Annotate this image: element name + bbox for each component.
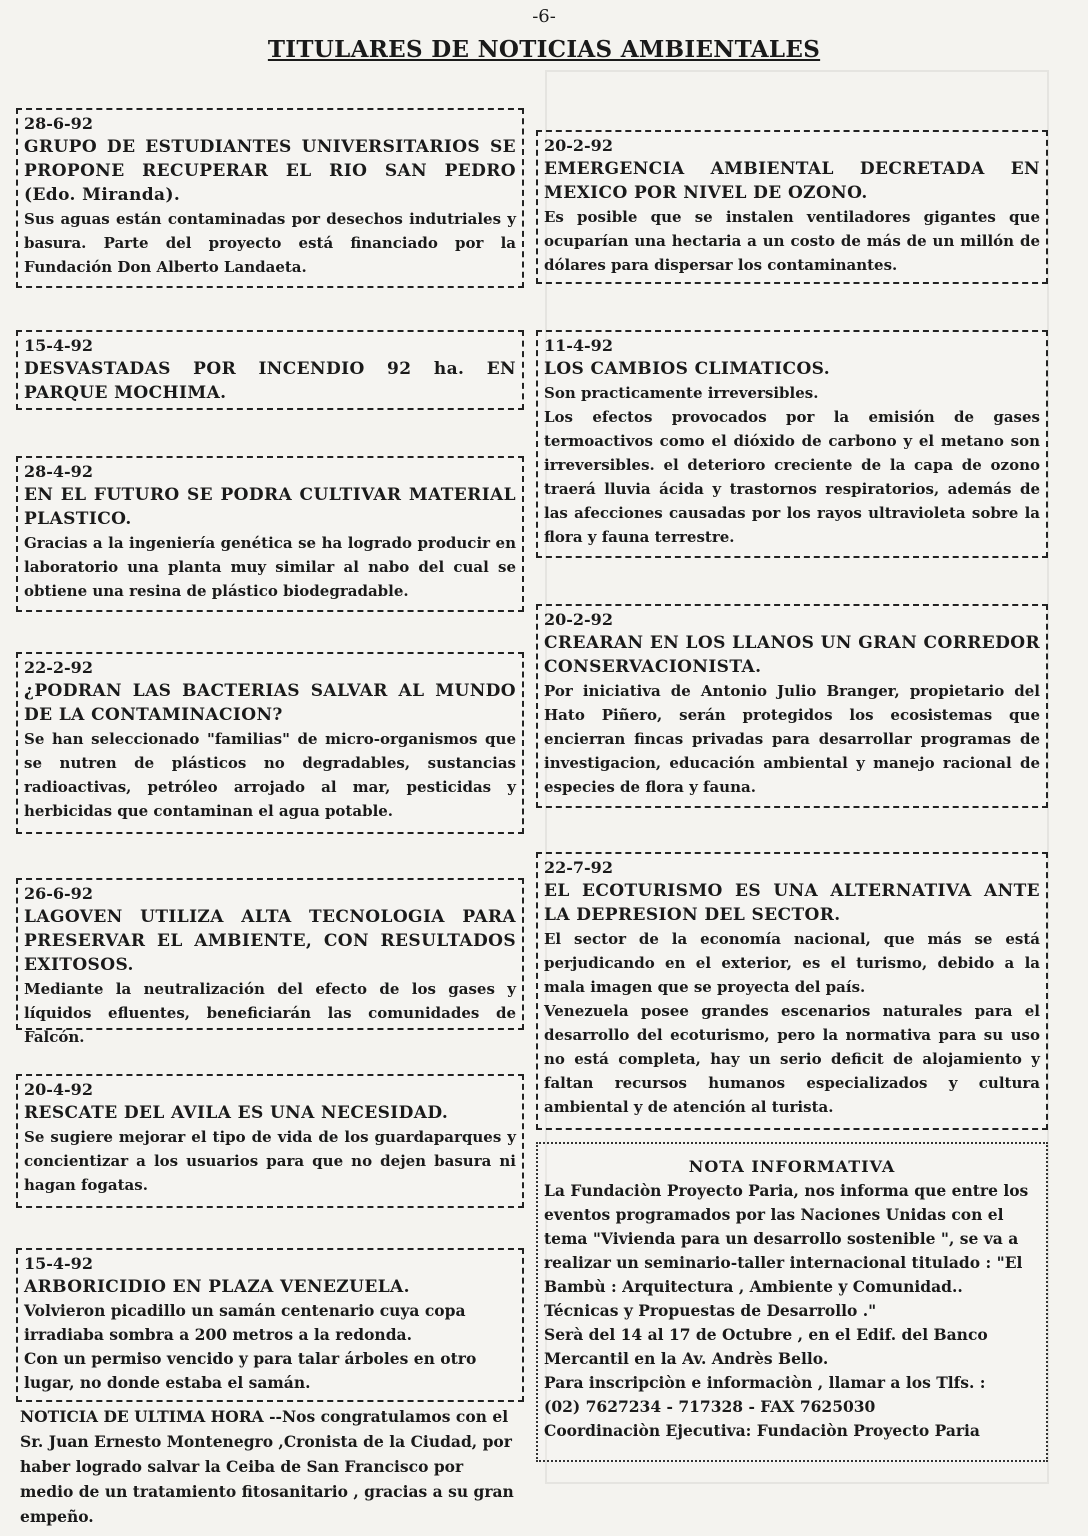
news-headline: ARBORICIDIO EN PLAZA VENEZUELA. — [24, 1277, 410, 1297]
news-box-mexico-ozono — [536, 130, 1048, 284]
news-body: Se han seleccionado "familias" de micro-organismos que se nutren de plásticos no degradables, sustancias radioactivas, petróleo arrojado al mar, pesticidas y herbicidas que contaminan el agua potable. — [24, 730, 516, 820]
news-body: Volvieron picadillo un samán centenario cuya copa irradiaba sombra a 200 metros a la redonda. — [24, 1301, 466, 1344]
nota-line: (02) 7627234 - 717328 - FAX 7625030 — [544, 1397, 876, 1416]
news-body: El sector de la economía nacional, que más se está perjudicando en el exterior, es el turismo, debido a la mala imagen que se proyecta del país. — [544, 930, 1040, 996]
news-date: 20-2-92 — [544, 136, 613, 155]
news-box-lagoven — [16, 878, 524, 1046]
news-body: Sus aguas están contaminadas por desechos indutriales y basura. Parte del proyecto está financiado por la Fundación Don Alberto Landaeta. — [24, 210, 516, 276]
nota-line: Coordinaciòn Ejecutiva: Fundaciòn Proyecto Paria — [544, 1421, 980, 1440]
news-headline: EMERGENCIA AMBIENTAL DECRETADA EN MEXICO POR NIVEL DE OZONO. — [544, 159, 1040, 203]
news-body: Se sugiere mejorar el tipo de vida de los guardaparques y concientizar a los usuarios para que no dejen basura ni hagan fogatas. — [24, 1128, 516, 1194]
news-body-extra: Los efectos provocados por la emisión de gases termoactivos como el dióxido de carbono y el metano son irreversibles. el deterioro creciente de la capa de ozono traerá lluvia ácida y trastornos respiratorios, además de las afecciones causadas por los rayos ultravioleta sobre la flora y fauna terrestre. — [544, 408, 1040, 546]
news-body-extra: Venezuela posee grandes escenarios naturales para el desarrollo del ecoturismo, pero la normativa para su uso no está completa, hay un serio deficit de alojamiento y faltan recursos humanos especializados y cultura ambiental y de atención al turista. — [544, 1002, 1040, 1116]
nota-line: La Fundaciòn Proyecto Paria, nos informa que entre los eventos programados por las Naciones Unidas con el tema "Vivienda para un desarrollo sostenible ", se va a realizar un seminario-taller internacional titulado : "El Bambù : Arquitectura , Ambiente y Comunidad.. Técnicas y Propuestas de Desarrollo ." — [544, 1181, 1029, 1320]
news-body: Mediante la neutralización del efecto de los gases y líquidos efluentes, beneficiarán las comunidades de Falcón. — [24, 980, 516, 1046]
news-date: 20-4-92 — [24, 1080, 93, 1099]
news-box-bacterias — [16, 652, 524, 834]
news-box-arboricidio — [16, 1248, 524, 1402]
news-date: 22-2-92 — [24, 658, 93, 677]
news-headline: EL ECOTURISMO ES UNA ALTERNATIVA ANTE LA DEPRESION DEL SECTOR. — [544, 881, 1040, 925]
news-box-mochima — [16, 330, 524, 410]
page-title: TITULARES DE NOTICIAS AMBIENTALES — [267, 36, 821, 63]
news-date: 28-6-92 — [24, 114, 93, 133]
news-headline: LAGOVEN UTILIZA ALTA TECNOLOGIA PARA PRESERVAR EL AMBIENTE, CON RESULTADOS EXITOSOS. — [24, 907, 516, 975]
news-date: 20-2-92 — [544, 610, 613, 629]
news-headline: RESCATE DEL AVILA ES UNA NECESIDAD. — [24, 1103, 449, 1123]
news-box-avila — [16, 1074, 524, 1208]
news-headline: CREARAN EN LOS LLANOS UN GRAN CORREDOR CONSERVACIONISTA. — [544, 633, 1040, 677]
news-headline: GRUPO DE ESTUDIANTES UNIVERSITARIOS SE PROPONE RECUPERAR EL RIO SAN PEDRO (Edo. Miranda). — [24, 137, 516, 205]
nota-line: Para inscripciòn e informaciòn , llamar a los Tlfs. : — [544, 1373, 986, 1392]
news-date: 22-7-92 — [544, 858, 613, 877]
nota-line: Serà del 14 al 17 de Octubre , en el Edif. del Banco Mercantil en la Av. Andrès Bello. — [544, 1325, 988, 1368]
news-body: Gracias a la ingeniería genética se ha logrado producir en laboratorio una planta muy similar al nabo del cual se obtiene una resina de plástico biodegradable. — [24, 534, 516, 600]
news-headline: EN EL FUTURO SE PODRA CULTIVAR MATERIAL PLASTICO. — [24, 485, 516, 529]
news-headline: ¿PODRAN LAS BACTERIAS SALVAR AL MUNDO DE LA CONTAMINACION? — [24, 681, 516, 725]
page-number: -6- — [532, 6, 556, 27]
news-body: Por iniciativa de Antonio Julio Branger, propietario del Hato Piñero, serán protegidos los ecosistemas que encierran fincas privadas para desarrollar programas de investigacion, educación ambiental y manejo racional de especies de flora y fauna. — [544, 682, 1040, 796]
news-body: Es posible que se instalen ventiladores gigantes que ocuparían una hectaria a un costo de más de un millón de dólares para dispersar los contaminantes. — [544, 208, 1040, 274]
news-box-ecoturismo — [536, 852, 1048, 1130]
news-box-rio-san-pedro — [16, 108, 524, 288]
news-box-material-plastico — [16, 456, 524, 612]
news-date: 15-4-92 — [24, 1254, 93, 1273]
news-box-corredor — [536, 604, 1048, 808]
news-date: 28-4-92 — [24, 462, 93, 481]
news-body-extra: Con un permiso vencido y para talar árboles en otro lugar, no donde estaba el samán. — [24, 1349, 477, 1392]
news-headline: LOS CAMBIOS CLIMATICOS. — [544, 359, 831, 379]
nota-informativa-box — [536, 1142, 1048, 1462]
ultima-hora-note: NOTICIA DE ULTIMA HORA --Nos congratulamos con el Sr. Juan Ernesto Montenegro ,Cronista de la Ciudad, por haber logrado salvar la Ceiba de San Francisco por medio de un tratamiento fitosanitario , gracias a su gran empeño. — [20, 1407, 514, 1526]
news-box-cambios-climaticos — [536, 330, 1048, 558]
news-headline: DESVASTADAS POR INCENDIO 92 ha. EN PARQUE MOCHIMA. — [24, 359, 516, 403]
news-date: 26-6-92 — [24, 884, 93, 903]
nota-title: NOTA INFORMATIVA — [688, 1157, 896, 1176]
news-body: Son practicamente irreversibles. — [544, 384, 819, 402]
news-date: 15-4-92 — [24, 336, 93, 355]
news-date: 11-4-92 — [544, 336, 613, 355]
